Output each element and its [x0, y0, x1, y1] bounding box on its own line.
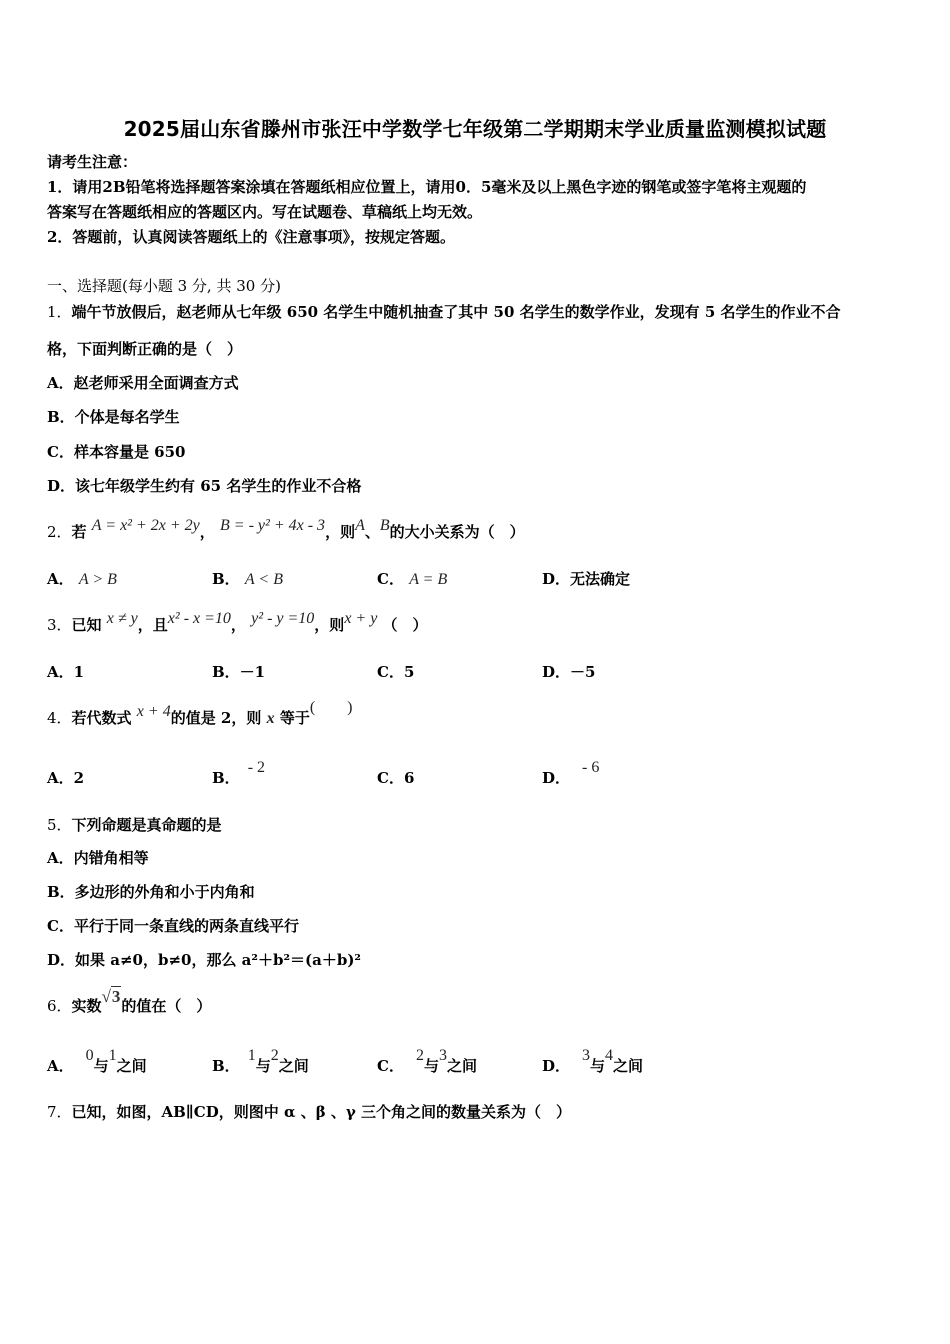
q3-option-b: B．－1	[212, 663, 266, 681]
q4-variable: x	[266, 710, 275, 727]
option-text: 之间	[446, 1057, 477, 1075]
q2-text: 的大小关系为（ ）	[389, 523, 525, 541]
q3-expression-3: y² - y =10	[251, 610, 315, 627]
q1-option-d: D．该七年级学生约有 65 名学生的作业不合格	[47, 477, 362, 495]
q2-option-b	[212, 569, 283, 590]
question-number: 6．	[47, 997, 72, 1015]
page-title: 2025届山东省滕州市张汪中学数学七年级第二学期期末学业质量监测模拟试题	[123, 117, 827, 141]
question-number: 7．	[47, 1103, 72, 1121]
q5-text: 下列命题是真命题的是	[71, 816, 222, 834]
option-label: C．	[377, 1057, 404, 1075]
q3-expression-4: x + y	[344, 610, 378, 627]
option-label: B．	[212, 769, 240, 787]
q5-option-d: D．如果 a≠0，b≠0，那么 a²＋b²＝(a＋b)²	[47, 951, 361, 969]
q6-text: 实数	[71, 997, 102, 1015]
option-number: 2	[415, 1047, 424, 1064]
q4-text: 等于	[274, 709, 310, 727]
question-number: 3．	[47, 616, 72, 634]
option-number: 2	[270, 1047, 279, 1064]
q2-option-a	[47, 569, 117, 590]
option-text: 与	[255, 1057, 271, 1075]
question-6-stem	[47, 987, 212, 1016]
option-text: 之间	[613, 1057, 644, 1075]
option-label: B．	[212, 1057, 240, 1075]
q3-text: ，则	[314, 616, 345, 634]
q2-option-d: D．无法确定	[542, 570, 631, 588]
option-label: B．	[212, 570, 240, 588]
option-label: A．	[47, 1057, 74, 1075]
q4-option-b	[212, 759, 266, 789]
q3-text: 已知	[71, 616, 102, 634]
q3-text: ，	[230, 616, 246, 634]
q6-text: 的值在（ ）	[121, 997, 212, 1015]
question-1-stem	[47, 302, 841, 322]
q3-text: （ ）	[382, 616, 428, 634]
q3-option-a: A．1	[47, 663, 85, 681]
q3-text: ，且	[137, 616, 168, 634]
question-5-stem	[47, 815, 222, 835]
option-text: 与	[590, 1057, 606, 1075]
q2-expression-a: A = x² + 2x + 2y	[91, 517, 200, 534]
option-expression: A = B	[409, 571, 448, 588]
radicand: 3	[111, 987, 121, 1006]
q6-option-c	[377, 1047, 477, 1077]
option-expression: A < B	[244, 571, 283, 588]
option-label: D．	[542, 769, 571, 787]
q1-option-c: C．样本容量是 650	[47, 443, 186, 461]
option-text: 与	[93, 1057, 109, 1075]
q4-option-c: C．6	[377, 769, 415, 787]
q2-text: ，	[199, 523, 215, 541]
option-expression: - 2	[247, 759, 266, 776]
question-7-stem	[47, 1102, 571, 1122]
q3-expression-1: x ≠ y	[106, 610, 138, 627]
option-text: 之间	[278, 1057, 309, 1075]
q2-expression-b: B = - y² + 4x - 3	[220, 517, 326, 534]
q5-option-c: C．平行于同一条直线的两条直线平行	[47, 917, 299, 935]
option-text: 之间	[116, 1057, 147, 1075]
q3-expression-2: x² - x =10	[167, 610, 231, 627]
question-4-stem	[47, 699, 353, 729]
option-text: 与	[423, 1057, 439, 1075]
option-number: 1	[108, 1047, 117, 1064]
q6-option-a	[47, 1047, 147, 1077]
question-number: 4．	[47, 709, 72, 727]
question-number: 2．	[47, 523, 72, 541]
square-root-icon: √3	[101, 987, 121, 1006]
question-2-stem	[47, 517, 525, 543]
notice-line-1: 1．请用2B铅笔将选择题答案涂填在答题纸相应位置上，请用0．5毫米及以上黑色字迹的钢笔或签字笔将主观题的	[47, 178, 807, 196]
q1-option-a: A．赵老师采用全面调查方式	[47, 374, 239, 392]
notice-heading: 请考生注意：	[47, 153, 138, 171]
notice-line-3: 2．答题前，认真阅读答题纸上的《注意事项》，按规定答题。	[47, 228, 455, 246]
q5-option-a: A．内错角相等	[47, 849, 149, 867]
q5-option-b: B．多边形的外角和小于内角和	[47, 883, 255, 901]
q6-option-d	[542, 1047, 644, 1077]
q4-text: 的值是 2，则	[170, 709, 267, 727]
q2-text: ，则	[325, 523, 356, 541]
section-heading: 一、选择题(每小题 3 分, 共 30 分)	[47, 277, 281, 295]
q2-var-a: A	[355, 517, 365, 534]
option-number: 1	[247, 1047, 256, 1064]
q2-text: 若	[71, 523, 87, 541]
question-1-text-line1: 端午节放假后，赵老师从七年级 650 名学生中随机抽查了其中 50 名学生的数学作业，发现有 5 名学生的作业不合	[71, 303, 841, 321]
option-number: 0	[85, 1047, 94, 1064]
option-number: 3	[582, 1047, 591, 1064]
option-label: D．	[542, 1057, 571, 1075]
question-1-text-line2: 格，下面判断正确的是（ ）	[47, 340, 243, 358]
question-3-stem	[47, 610, 428, 636]
q2-var-b: B	[379, 517, 390, 534]
q2-option-c	[377, 569, 447, 590]
option-number: 3	[438, 1047, 447, 1064]
q3-option-d: D．－5	[542, 663, 596, 681]
question-number: 5．	[47, 816, 72, 834]
question-number: 1．	[47, 303, 72, 321]
q2-text: 、	[364, 523, 380, 541]
option-label: A．	[47, 570, 74, 588]
q4-expression: x + 4	[136, 703, 171, 720]
option-label: C．	[377, 570, 404, 588]
q1-option-b: B．个体是每名学生	[47, 408, 180, 426]
option-number: 4	[605, 1047, 614, 1064]
q4-text: 若代数式	[71, 709, 132, 727]
q4-option-d	[542, 759, 600, 789]
q4-option-a: A．2	[47, 769, 85, 787]
q3-option-c: C．5	[377, 663, 415, 681]
option-expression: A > B	[78, 571, 117, 588]
q7-text: 已知，如图，AB∥CD，则图中 α 、β 、γ 三个角之间的数量关系为（ ）	[71, 1103, 572, 1121]
notice-line-2: 答案写在答题纸相应的答题区内。写在试题卷、草稿纸上均无效。	[47, 203, 483, 221]
option-expression: - 6	[582, 759, 600, 776]
answer-blank: ( )	[309, 699, 353, 716]
q6-option-b	[212, 1047, 309, 1077]
